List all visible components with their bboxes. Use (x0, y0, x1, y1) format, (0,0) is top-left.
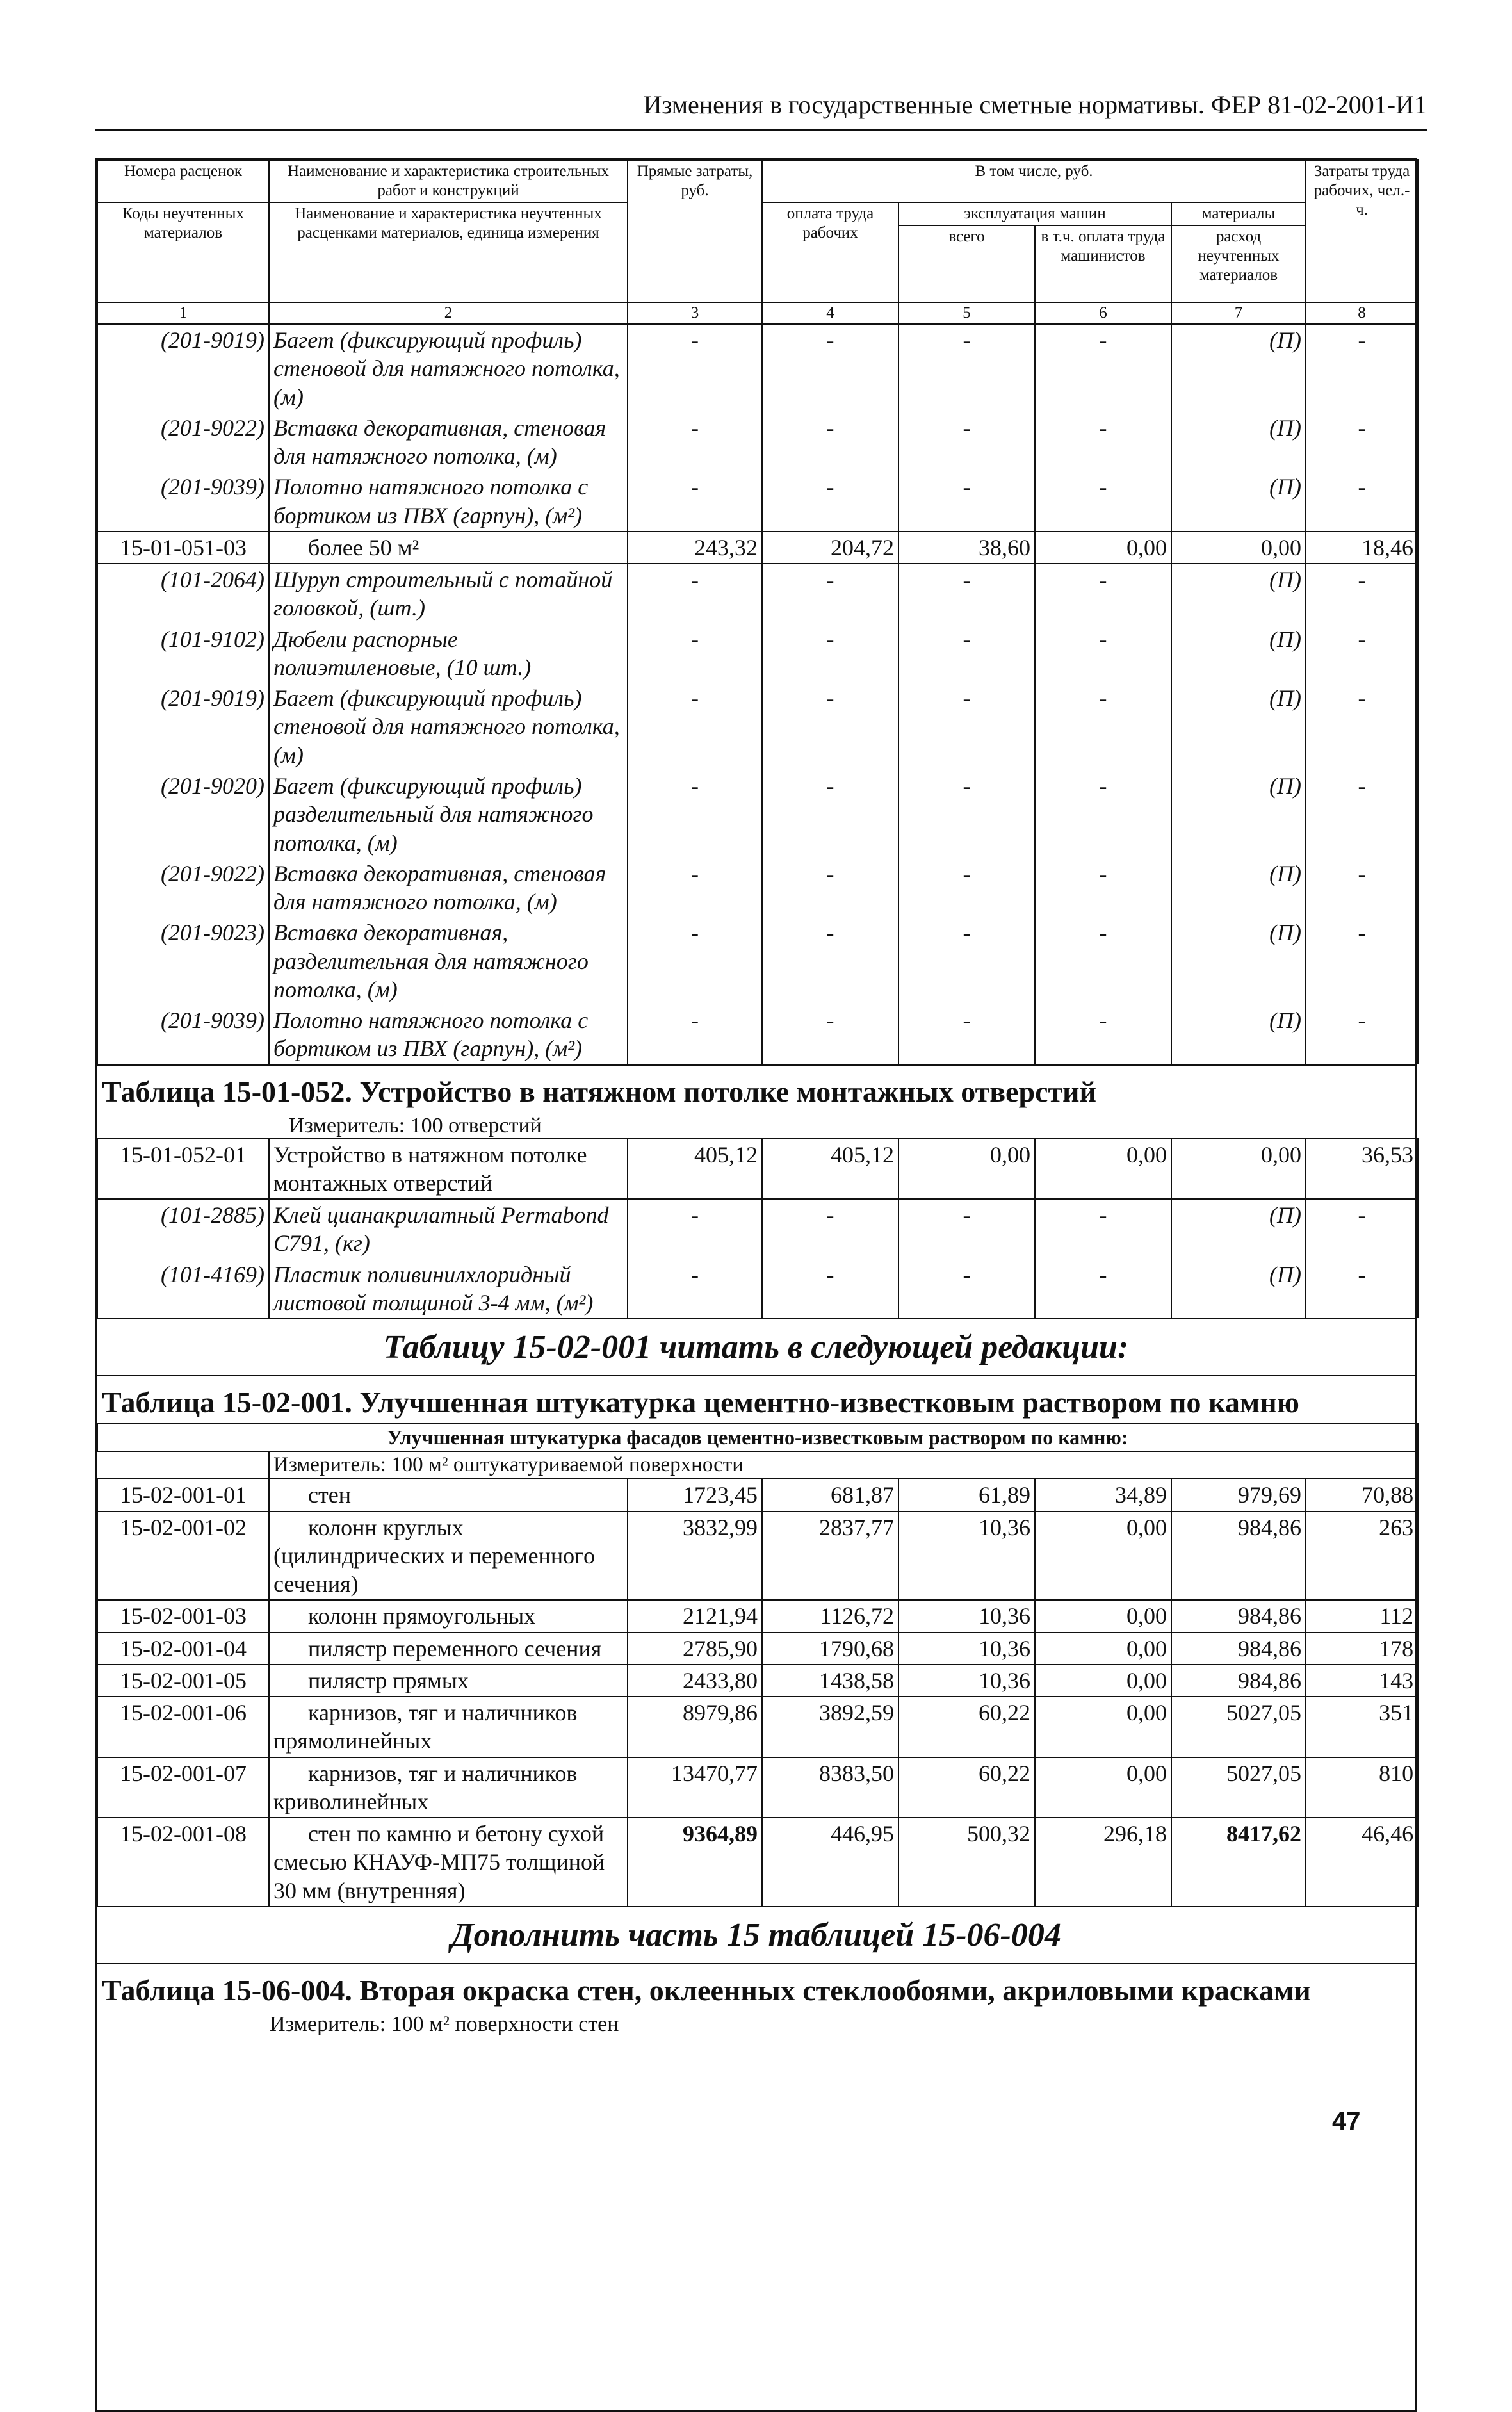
row-name: более 50 м² (269, 532, 628, 564)
row-v5: - (898, 770, 1035, 858)
table-row (97, 1512, 1418, 1601)
row-v4: 2837,77 (762, 1512, 898, 1601)
table-row (97, 1600, 1418, 1632)
row-name: Багет (фиксирующий профиль) разделительный для натяжного потолка, (м) (269, 770, 628, 858)
col-number: 5 (898, 302, 1035, 324)
row-v6: 0,00 (1035, 1139, 1171, 1200)
row-v4: - (762, 564, 898, 624)
table-row (97, 1005, 1418, 1064)
col8-head: Затраты труда рабочих, чел.-ч. (1306, 160, 1418, 302)
row-v6: - (1035, 770, 1171, 858)
row-v6: - (1035, 1199, 1171, 1259)
table-row (97, 471, 1418, 532)
row-v8: 70,88 (1306, 1479, 1418, 1511)
row-v6: 0,00 (1035, 532, 1171, 564)
row-v6: - (1035, 324, 1171, 412)
row-v4: - (762, 770, 898, 858)
row-v5: 60,22 (898, 1697, 1035, 1757)
row-v4: 681,87 (762, 1479, 898, 1511)
row-code: 15-02-001-03 (97, 1600, 269, 1632)
row-v8: - (1306, 1259, 1418, 1319)
table-row-main (97, 1139, 1418, 1200)
row-v7: 984,86 (1171, 1600, 1306, 1632)
table-row (97, 624, 1418, 683)
row-v7: 979,69 (1171, 1479, 1306, 1511)
row-v3: - (628, 1005, 762, 1064)
row-v4: 3892,59 (762, 1697, 898, 1757)
table-row (97, 1633, 1418, 1665)
row-name: Вставка декоративная, стеновая для натяжного потолка, (м) (269, 858, 628, 918)
row-v4: - (762, 324, 898, 412)
row-code: (101-4169) (97, 1259, 269, 1319)
table-15-01-052-unit: Измеритель: 100 отверстий (289, 1113, 542, 1137)
row-v8: 143 (1306, 1665, 1418, 1697)
col7-head: расход неучтенных материалов (1171, 225, 1306, 302)
row-v3: - (628, 412, 762, 472)
row-v7: 0,00 (1171, 1139, 1306, 1200)
row-name: Шуруп строительный с потайной головкой, (шт.) (269, 564, 628, 624)
row-v4: - (762, 1259, 898, 1319)
row-name: Вставка декоративная, разделительная для натяжного потолка, (м) (269, 917, 628, 1005)
row-v5: 10,36 (898, 1665, 1035, 1697)
row-v5: - (898, 412, 1035, 472)
row-v5: - (898, 917, 1035, 1005)
table-15-02-001 (97, 1423, 1419, 1907)
row-v4: - (762, 624, 898, 683)
row-v5: - (898, 471, 1035, 532)
row-v8: 36,53 (1306, 1139, 1418, 1200)
row-name: карнизов, тяг и наличников прямолинейных (269, 1697, 628, 1757)
row-v4: 1126,72 (762, 1600, 898, 1632)
row-v8: 351 (1306, 1697, 1418, 1757)
machines-head: эксплуатация машин (898, 202, 1171, 225)
table-15-02-001-title: Таблица 15-02-001. Улучшенная штукатурка цементно-известковым раствором по камню (97, 1375, 1415, 1423)
row-v6: - (1035, 683, 1171, 770)
row-v6: - (1035, 1005, 1171, 1064)
row-name: колонн прямоугольных (269, 1600, 628, 1632)
incl-head: В том числе, руб. (762, 160, 1306, 202)
row-name: Полотно натяжного потолка с бортиком из ПВХ (гарпун), (м²) (269, 1005, 628, 1064)
redaction-note-15-02-001: Таблицу 15-02-001 читать в следующей редакции: (97, 1318, 1415, 1375)
table-row (97, 683, 1418, 770)
row-v6: 0,00 (1035, 1512, 1171, 1601)
row-v6: - (1035, 564, 1171, 624)
row-v7: 0,00 (1171, 532, 1306, 564)
row-v4: - (762, 858, 898, 918)
table-row (97, 1479, 1418, 1511)
row-v7: (П) (1171, 564, 1306, 624)
table-row (97, 1199, 1418, 1259)
row-v7: 984,86 (1171, 1633, 1306, 1665)
row-v3: 405,12 (628, 1139, 762, 1200)
row-v5: 60,22 (898, 1757, 1035, 1818)
row-code: (201-9022) (97, 858, 269, 918)
row-v3: - (628, 917, 762, 1005)
row-v6: - (1035, 412, 1171, 472)
row-code: 15-02-001-05 (97, 1665, 269, 1697)
row-v8: 178 (1306, 1633, 1418, 1665)
row-code: (201-9039) (97, 1005, 269, 1064)
row-v5: 38,60 (898, 532, 1035, 564)
row-v8: - (1306, 770, 1418, 858)
row-name: пилястр прямых (269, 1665, 628, 1697)
row-v8: - (1306, 624, 1418, 683)
row-v6: - (1035, 624, 1171, 683)
row-code: (201-9022) (97, 412, 269, 472)
col-number: 7 (1171, 302, 1306, 324)
row-v8: 18,46 (1306, 532, 1418, 564)
row-v3: 2785,90 (628, 1633, 762, 1665)
row-v3: 9364,89 (628, 1818, 762, 1907)
col2-head-b: Наименование и характеристика неучтенных расценками материалов, единица измерения (269, 202, 628, 302)
table-row-main (97, 532, 1418, 564)
row-v3: - (628, 1259, 762, 1319)
table-15-02-001-subhead: Улучшенная штукатурка фасадов цементно-известковым раствором по камню: (97, 1424, 1418, 1451)
row-v3: 13470,77 (628, 1757, 762, 1818)
col-number: 2 (269, 302, 628, 324)
row-v3: 1723,45 (628, 1479, 762, 1511)
row-v5: 0,00 (898, 1139, 1035, 1200)
row-v3: - (628, 471, 762, 532)
row-v5: - (898, 624, 1035, 683)
table-row (97, 412, 1418, 472)
col1-head-b: Коды неучтенных материалов (97, 202, 269, 302)
col6-head: в т.ч. оплата труда машинистов (1035, 225, 1171, 302)
row-v6: - (1035, 858, 1171, 918)
row-v3: - (628, 858, 762, 918)
row-v7: 5027,05 (1171, 1757, 1306, 1818)
row-code: (101-9102) (97, 624, 269, 683)
col1-head-a: Номера расценок (97, 160, 269, 202)
row-v7: (П) (1171, 1005, 1306, 1064)
row-v7: (П) (1171, 770, 1306, 858)
row-v8: - (1306, 1005, 1418, 1064)
norms-sheet (95, 158, 1417, 2412)
col5-head: всего (898, 225, 1035, 302)
row-v6: - (1035, 917, 1171, 1005)
row-code: 15-02-001-02 (97, 1512, 269, 1601)
row-v6: - (1035, 1259, 1171, 1319)
row-code: 15-01-052-01 (97, 1139, 269, 1200)
row-code: (101-2885) (97, 1199, 269, 1259)
row-v3: - (628, 1199, 762, 1259)
table-row (97, 324, 1418, 412)
table-row (97, 1818, 1418, 1907)
row-v6: 0,00 (1035, 1697, 1171, 1757)
row-v5: - (898, 1199, 1035, 1259)
row-v3: 3832,99 (628, 1512, 762, 1601)
col2-head-a: Наименование и характеристика строительных работ и конструкций (269, 160, 628, 202)
row-v4: 1790,68 (762, 1633, 898, 1665)
row-v7: (П) (1171, 1199, 1306, 1259)
table-row (97, 1757, 1418, 1818)
row-v7: (П) (1171, 1259, 1306, 1319)
row-code: (201-9020) (97, 770, 269, 858)
row-v5: 10,36 (898, 1512, 1035, 1601)
row-v8: - (1306, 1199, 1418, 1259)
row-v7: 5027,05 (1171, 1697, 1306, 1757)
rates-table (97, 159, 1419, 1064)
row-v5: - (898, 858, 1035, 918)
col-number: 3 (628, 302, 762, 324)
row-v3: - (628, 624, 762, 683)
row-v6: 34,89 (1035, 1479, 1171, 1511)
row-v3: 2121,94 (628, 1600, 762, 1632)
row-v7: (П) (1171, 858, 1306, 918)
row-v4: 8383,50 (762, 1757, 898, 1818)
row-code: 15-02-001-04 (97, 1633, 269, 1665)
row-v4: 204,72 (762, 532, 898, 564)
row-code: 15-02-001-01 (97, 1479, 269, 1511)
table-row (97, 1697, 1418, 1757)
col-number: 4 (762, 302, 898, 324)
row-v8: - (1306, 564, 1418, 624)
row-name: карнизов, тяг и наличников криволинейных (269, 1757, 628, 1818)
row-name: стен по камню и бетону сухой смесью КНАУФ-МП75 толщиной 30 мм (внутренняя) (269, 1818, 628, 1907)
row-v6: 0,00 (1035, 1665, 1171, 1697)
col-number: 8 (1306, 302, 1418, 324)
row-name: Вставка декоративная, стеновая для натяжного потолка, (м) (269, 412, 628, 472)
table-row (97, 1665, 1418, 1697)
row-v8: 810 (1306, 1757, 1418, 1818)
col-number: 6 (1035, 302, 1171, 324)
row-v5: - (898, 1005, 1035, 1064)
row-code: (201-9039) (97, 471, 269, 532)
row-v7: (П) (1171, 624, 1306, 683)
row-v3: - (628, 770, 762, 858)
row-v8: - (1306, 858, 1418, 918)
row-v7: (П) (1171, 683, 1306, 770)
row-code: 15-02-001-06 (97, 1697, 269, 1757)
row-code: (201-9023) (97, 917, 269, 1005)
table-row (97, 917, 1418, 1005)
col-number: 1 (97, 302, 269, 324)
row-v8: 46,46 (1306, 1818, 1418, 1907)
row-v3: 2433,80 (628, 1665, 762, 1697)
row-v4: - (762, 1005, 898, 1064)
row-v5: - (898, 564, 1035, 624)
row-v5: 500,32 (898, 1818, 1035, 1907)
table-row (97, 564, 1418, 624)
row-name: колонн круглых (цилиндрических и переменного сечения) (269, 1512, 628, 1601)
row-v4: 405,12 (762, 1139, 898, 1200)
row-code: (201-9019) (97, 683, 269, 770)
row-v3: 8979,86 (628, 1697, 762, 1757)
row-code: 15-01-051-03 (97, 532, 269, 564)
row-name: Клей цианакрилатный Permabond C791, (кг) (269, 1199, 628, 1259)
page-header: Изменения в государственные сметные нормативы. ФЕР 81-02-2001-И1 (95, 90, 1427, 131)
row-v3: 243,32 (628, 532, 762, 564)
row-name: Багет (фиксирующий профиль) стеновой для натяжного потолка, (м) (269, 324, 628, 412)
row-v4: - (762, 917, 898, 1005)
row-v4: 1438,58 (762, 1665, 898, 1697)
row-v6: 0,00 (1035, 1757, 1171, 1818)
row-name: Пластик поливинилхлоридный листовой толщиной 3-4 мм, (м²) (269, 1259, 628, 1319)
row-v7: 984,86 (1171, 1665, 1306, 1697)
row-v4: - (762, 683, 898, 770)
row-v8: - (1306, 917, 1418, 1005)
row-v5: - (898, 1259, 1035, 1319)
table-row (97, 1259, 1418, 1319)
table-row (97, 770, 1418, 858)
row-v5: 61,89 (898, 1479, 1035, 1511)
row-v5: 10,36 (898, 1633, 1035, 1665)
row-v8: - (1306, 471, 1418, 532)
row-v6: 296,18 (1035, 1818, 1171, 1907)
table-15-01-052 (97, 1138, 1419, 1319)
row-code: 15-02-001-07 (97, 1757, 269, 1818)
row-v6: - (1035, 471, 1171, 532)
row-name: стен (269, 1479, 628, 1511)
row-v3: - (628, 683, 762, 770)
table-row (97, 858, 1418, 918)
row-v4: - (762, 471, 898, 532)
row-v6: 0,00 (1035, 1600, 1171, 1632)
table-15-02-001-unit: Измеритель: 100 м² оштукатуриваемой поверхности (269, 1451, 1418, 1479)
row-v7: (П) (1171, 412, 1306, 472)
rows-a-body (97, 324, 1418, 1064)
col4-head: оплата труда рабочих (762, 202, 898, 302)
row-v3: - (628, 324, 762, 412)
row-v6: 0,00 (1035, 1633, 1171, 1665)
row-v5: 10,36 (898, 1600, 1035, 1632)
row-v8: 112 (1306, 1600, 1418, 1632)
row-name: пилястр переменного сечения (269, 1633, 628, 1665)
materials-head: материалы (1171, 202, 1306, 225)
row-v3: - (628, 564, 762, 624)
table-15-06-004-title: Таблица 15-06-004. Вторая окраска стен, оклеенных стеклообоями, акриловыми красками (97, 1963, 1415, 2011)
row-v7: (П) (1171, 917, 1306, 1005)
row-v4: - (762, 412, 898, 472)
redaction-note-15-06-004: Дополнить часть 15 таблицей 15-06-004 (451, 1916, 1061, 1953)
row-code: 15-02-001-08 (97, 1818, 269, 1907)
row-code: (201-9019) (97, 324, 269, 412)
row-v8: - (1306, 412, 1418, 472)
row-v8: - (1306, 324, 1418, 412)
row-v4: 446,95 (762, 1818, 898, 1907)
row-v8: 263 (1306, 1512, 1418, 1601)
row-v8: - (1306, 683, 1418, 770)
col3-head: Прямые затраты, руб. (628, 160, 762, 302)
row-v5: - (898, 683, 1035, 770)
row-v7: (П) (1171, 471, 1306, 532)
row-v7: 984,86 (1171, 1512, 1306, 1601)
row-name: Полотно натяжного потолка с бортиком из ПВХ (гарпун), (м²) (269, 471, 628, 532)
row-code: (101-2064) (97, 564, 269, 624)
row-name: Устройство в натяжном потолке монтажных отверстий (269, 1139, 628, 1200)
row-name: Дюбели распорные полиэтиленовые, (10 шт.) (269, 624, 628, 683)
table-15-06-004-unit: Измеритель: 100 м² поверхности стен (270, 2012, 619, 2036)
row-v7: 8417,62 (1171, 1818, 1306, 1907)
page-number: 47 (1332, 2107, 1361, 2135)
table-15-01-052-title: Таблица 15-01-052. Устройство в натяжном потолке монтажных отверстий (97, 1064, 1415, 1112)
row-v7: (П) (1171, 324, 1306, 412)
row-v4: - (762, 1199, 898, 1259)
row-name: Багет (фиксирующий профиль) стеновой для натяжного потолка, (м) (269, 683, 628, 770)
row-v5: - (898, 324, 1035, 412)
